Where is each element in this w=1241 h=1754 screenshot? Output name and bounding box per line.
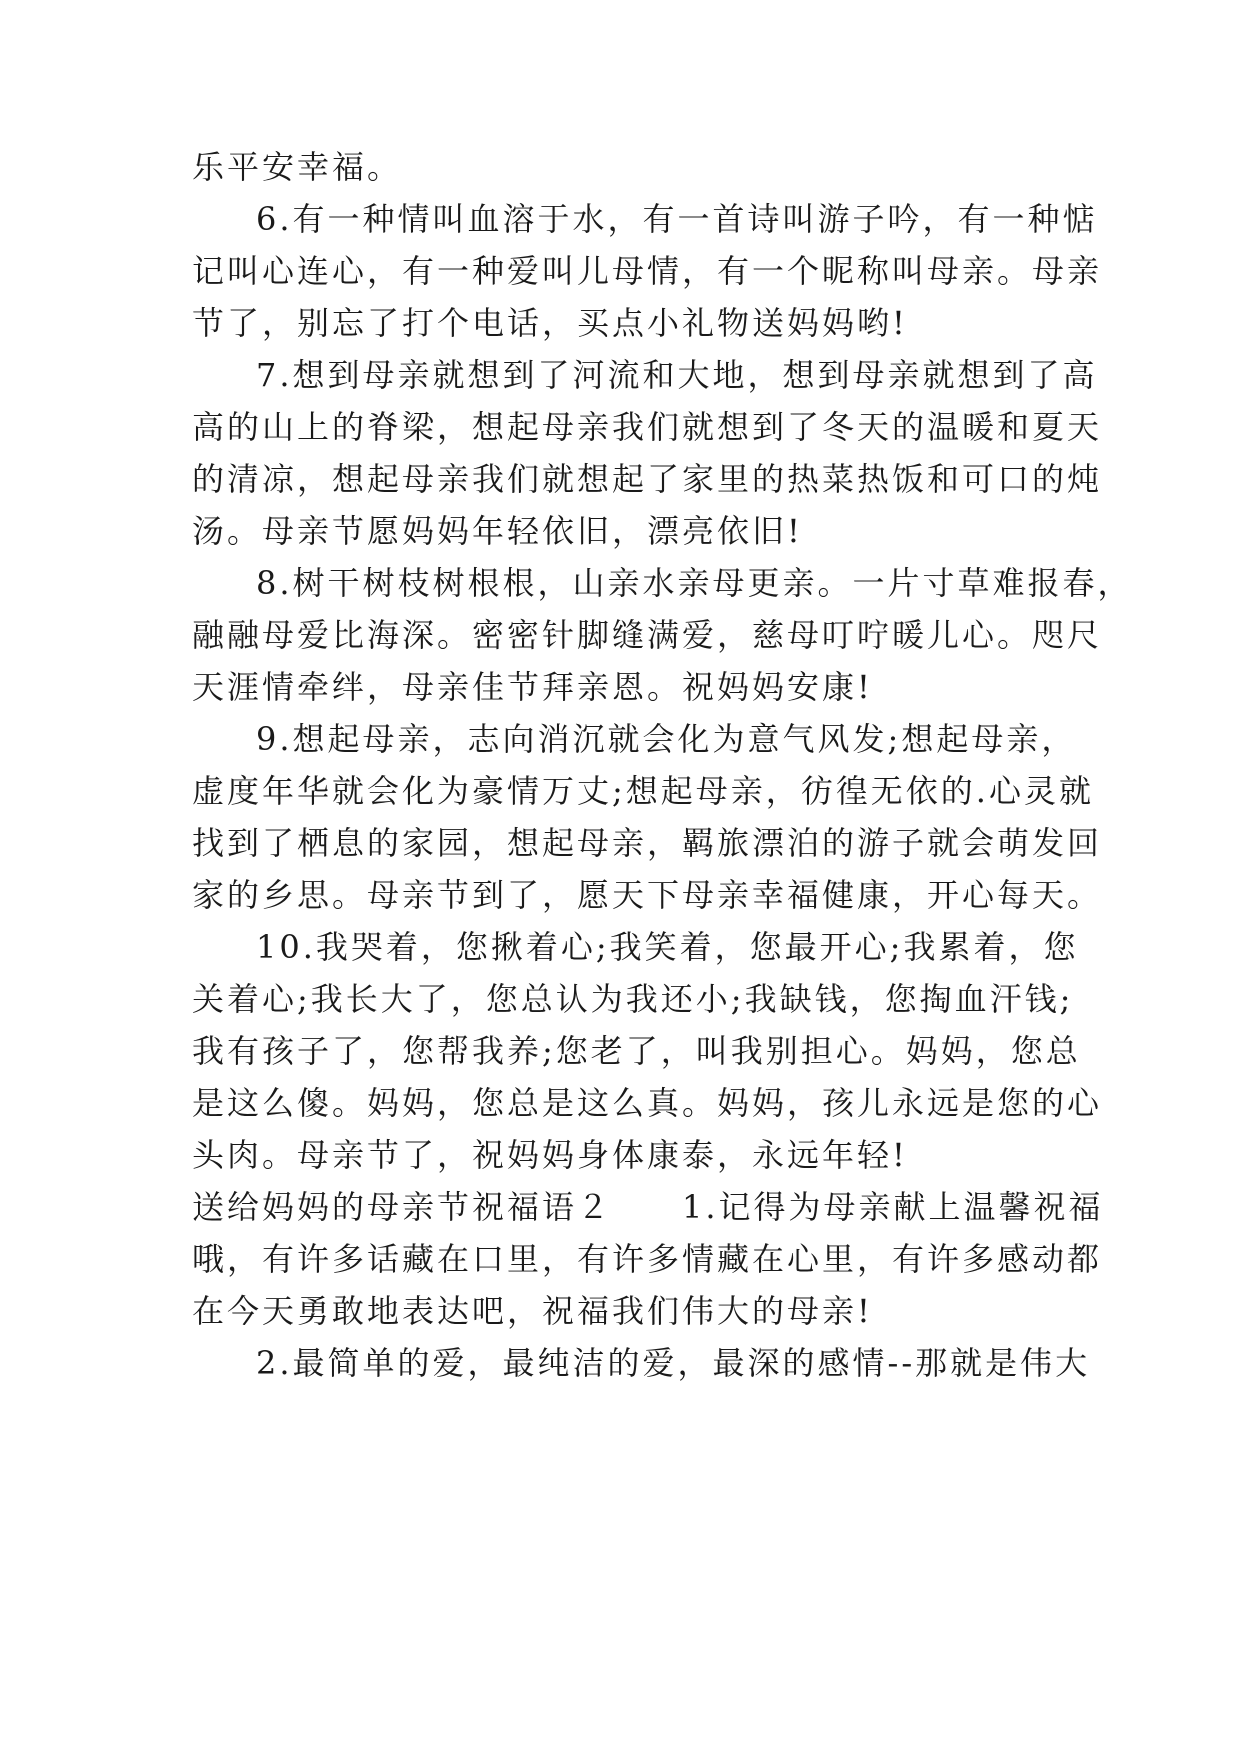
text-line: 节了，别忘了打个电话，买点小礼物送妈妈哟! [192,304,908,342]
text-line: 在今天勇敢地表达吧，祝福我们伟大的母亲! [192,1292,873,1330]
text-line: 哦，有许多话藏在口里，有许多情藏在心里，有许多感动都 [192,1240,1103,1278]
text-line: 6.有一种情叫血溶于水，有一首诗叫游子吟，有一种惦 [256,200,1098,238]
text-line: 天涯情牵绊，母亲佳节拜亲恩。祝妈妈安康! [192,668,873,706]
text-line: 融融母爱比海深。密密针脚缝满爱，慈母叮咛暖儿心。咫尺 [192,616,1103,654]
section-heading-line: 送给妈妈的母亲节祝福语２ 1.记得为母亲献上温馨祝福 [192,1188,1104,1226]
text-line: 8.树干树枝树根根，山亲水亲母更亲。一片寸草难报春， [256,564,1133,602]
text-line: 找到了栖息的家园，想起母亲，羁旅漂泊的游子就会萌发回 [192,824,1103,862]
text-line: 2.最简单的爱，最纯洁的爱，最深的感情--那就是伟大 [256,1344,1091,1382]
text-line: 9.想起母亲，志向消沉就会化为意气风发;想起母亲， [256,720,1077,758]
text-line: 10.我哭着，您揪着心;我笑着，您最开心;我累着，您 [256,928,1079,966]
text-line: 汤。母亲节愿妈妈年轻依旧，漂亮依旧! [192,512,803,550]
text-line: 7.想到母亲就想到了河流和大地，想到母亲就想到了高 [256,356,1098,394]
text-line: 高的山上的脊梁，想起母亲我们就想到了冬天的温暖和夏天 [192,408,1103,446]
text-line: 记叫心连心，有一种爱叫儿母情，有一个昵称叫母亲。母亲 [192,252,1103,290]
text-line: 虚度年华就会化为豪情万丈;想起母亲，彷徨无依的.心灵就 [192,772,1094,810]
text-line: 的清凉，想起母亲我们就想起了家里的热菜热饭和可口的炖 [192,460,1103,498]
text-line: 我有孩子了，您帮我养;您老了，叫我别担心。妈妈，您总 [192,1032,1081,1070]
text-line: 关着心;我长大了，您总认为我还小;我缺钱，您掏血汗钱; [192,980,1074,1018]
text-line: 头肉。母亲节了，祝妈妈身体康泰，永远年轻! [192,1136,908,1174]
text-line: 是这么傻。妈妈，您总是这么真。妈妈，孩儿永远是您的心 [192,1084,1103,1122]
text-line: 乐平安幸福。 [192,148,403,186]
text-line: 家的乡思。母亲节到了，愿天下母亲幸福健康，开心每天。 [192,876,1103,914]
